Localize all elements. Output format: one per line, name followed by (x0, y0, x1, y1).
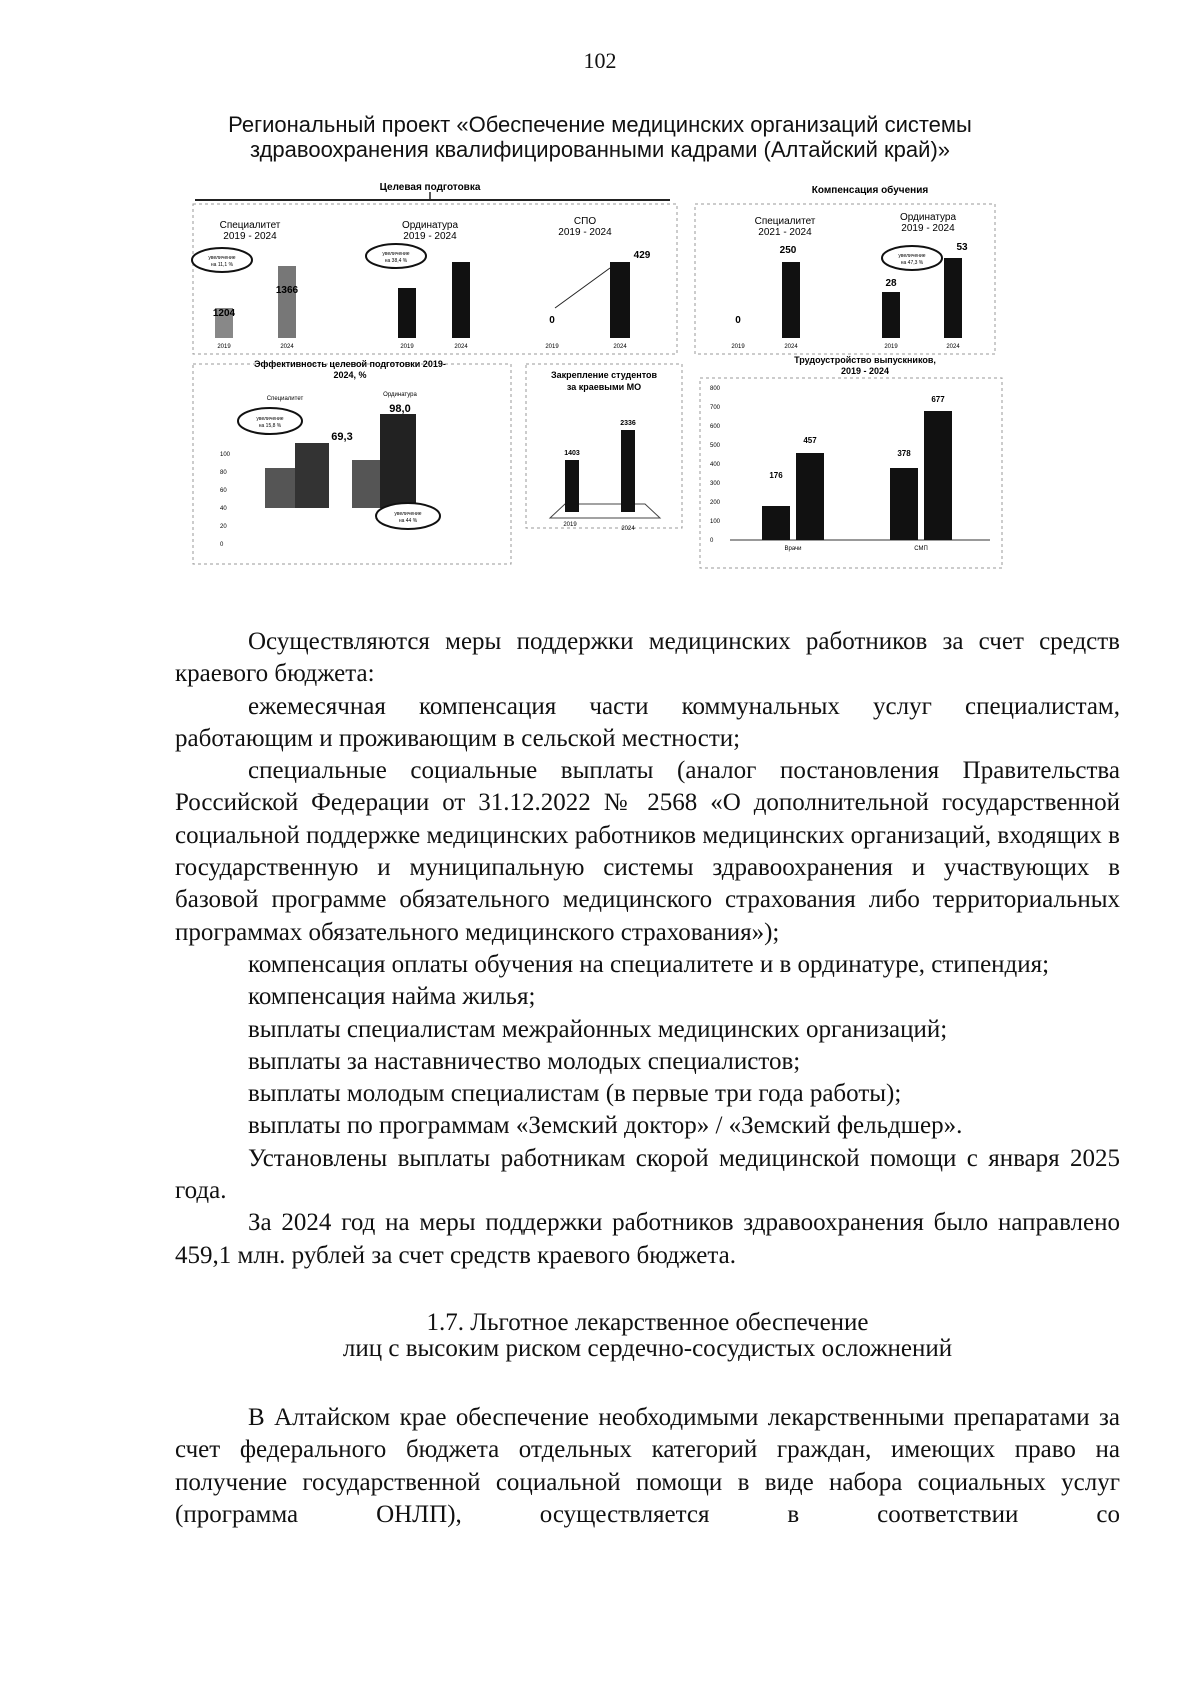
c8-ytick-400: 400 (710, 462, 721, 468)
c1-value-2024: 1366 (275, 285, 299, 296)
c8-ytick-800: 800 (710, 386, 721, 392)
c7-value-2019: 1403 (564, 450, 580, 457)
c6-ytick-60: 60 (220, 488, 227, 494)
c1-xtick-2024: 2024 (280, 344, 294, 350)
c1-title: Специалитет (219, 220, 281, 231)
section-heading (175, 1310, 1120, 1362)
c6-value-ord: 98,0 (389, 403, 411, 415)
paragraph: Осуществляются меры поддержки медицинских работников за счет средств краевого бюджета: (175, 628, 1120, 688)
c5-value-2019: 28 (885, 278, 897, 289)
c5-badge-line2: на 47,3 % (900, 260, 924, 266)
c6-badge-spec-line1: увеличение (256, 416, 284, 422)
paragraph: выплаты за наставничество молодых специалистов; (248, 1047, 801, 1075)
c1-period: 2019 - 2024 (223, 231, 277, 242)
c8-bar-vrachi-2019 (762, 506, 790, 540)
infographic (190, 178, 1090, 588)
c3-title: СПО (573, 216, 597, 227)
c3-xtick-2019: 2019 (545, 344, 559, 350)
c5-xtick-2024: 2024 (946, 344, 960, 350)
c8-bar-smp-2019 (890, 468, 918, 540)
c7-xtick-2019: 2019 (563, 522, 577, 528)
c8-ytick-200: 200 (710, 500, 721, 506)
paragraph: За 2024 год на меры поддержки работников здравоохранения было направлено 459,1 млн. рублей за счет средств краевого бюджета. (175, 1209, 1120, 1269)
c6-ytick-100: 100 (220, 452, 231, 458)
c8-value-vrachi-2024: 457 (803, 436, 817, 445)
c1-badge-line1: увеличение (208, 255, 236, 261)
c2-xtick-2024: 2024 (454, 344, 468, 350)
figure-heading-line-1: Региональный проект «Обеспечение медицинских организаций системы (228, 112, 972, 137)
paragraph: специальные социальные выплаты (аналог постановления Правительства Российской Федерации от 31.12.2022 № 2568 «О дополнительной государственной социальной поддержке медицинских работников медицинских организаций, входящих в государственную и муниципальную системы здравоохранения и участвующих в базовой программе обязательного медицинского страхования либо территориальных программах обязательного медицинского страхования»); (175, 757, 1120, 946)
c8-bar-smp-2024 (924, 411, 952, 540)
c3-period: 2019 - 2024 (558, 227, 612, 238)
c6-ytick-80: 80 (220, 470, 227, 476)
c5-xtick-2019: 2019 (884, 344, 898, 350)
c2-period: 2019 - 2024 (403, 231, 457, 242)
paragraph: Установлены выплаты работникам скорой медицинской помощи с января 2025 года. (175, 1144, 1120, 1205)
c7-bar-2024 (621, 430, 635, 512)
c8-value-smp-2024: 677 (931, 395, 945, 404)
paragraph: компенсация оплаты обучения на специалитете и в ординатуре, стипендия; (248, 950, 1050, 978)
c4-xtick-2024: 2024 (784, 344, 798, 350)
c8-ytick-700: 700 (710, 405, 721, 411)
c1-xtick-2019: 2019 (217, 344, 231, 350)
c4-value-2024: 250 (779, 245, 797, 256)
c1-bar-2024 (278, 266, 296, 338)
c8-value-vrachi-2019: 176 (769, 471, 783, 480)
group-title-comp: Компенсация обучения (811, 185, 929, 196)
c8-value-smp-2019: 378 (897, 449, 911, 458)
c2-badge-line1: увеличение (382, 251, 410, 257)
c6-ytick-40: 40 (220, 506, 227, 512)
c3-trend-arrow (555, 268, 610, 308)
c6-value-spec: 69,3 (331, 431, 353, 443)
c8-cat-vrachi: Врачи (784, 546, 802, 552)
body-text (175, 626, 1120, 1531)
c8-ytick-100: 100 (710, 519, 721, 525)
paragraph: В Алтайском крае обеспечение необходимыми лекарственными препаратами за счет федерального бюджета отдельных категорий граждан, имеющих право на получение государственной социальной помощи в виде набора социальных услуг (программа ОНЛП), осуществляется в соответствии со (175, 1403, 1120, 1528)
c2-title: Ординатура (401, 220, 459, 231)
c7-value-2024: 2336 (620, 420, 636, 427)
paragraph: выплаты по программам «Земский доктор» / «Земский фельдшер». (248, 1112, 963, 1140)
c3-value-2019: 0 (549, 315, 555, 326)
c8-ytick-600: 600 (710, 424, 721, 430)
c5-bar-2019 (882, 292, 900, 338)
c6-badge-ord-line2: на 44 % (398, 518, 418, 524)
paragraph: ежемесячная компенсация части коммунальных услуг специалистам, работающим и проживающим в сельской местности; (175, 692, 1120, 752)
c8-ytick-0: 0 (710, 538, 714, 544)
c6-bar-ord-2024 (380, 414, 416, 508)
paragraph: компенсация найма жилья; (248, 983, 536, 1011)
c2-badge-line2: на 38,4 % (384, 258, 408, 264)
c6-ytick-20: 20 (220, 524, 227, 530)
c5-bar-2024 (944, 258, 962, 338)
c5-value-2024: 53 (956, 242, 968, 253)
c4-value-2019: 0 (735, 315, 741, 326)
c4-bar-2024 (782, 262, 800, 338)
figure-heading-line-2: здравоохранения квалифицированными кадрами (Алтайский край)» (249, 137, 950, 162)
c6-badge-spec-line2: на 15,8 % (258, 423, 282, 429)
c6-bar-spec-2024 (295, 443, 329, 508)
section-heading-line-1: 1.7. Льготное лекарственное обеспечение (426, 1308, 869, 1336)
c7-xtick-2024: 2024 (621, 526, 635, 532)
c2-xtick-2019: 2019 (400, 344, 414, 350)
c2-bar-2019 (398, 288, 416, 338)
c8-cat-smp: СМП (914, 546, 928, 552)
figure-heading (150, 112, 1050, 162)
paragraph: выплаты специалистам межрайонных медицинских организаций; (248, 1015, 948, 1043)
group-title-target: Целевая подготовка (379, 182, 481, 193)
c7-title-line2: за краевыми МО (566, 382, 642, 392)
c7-bar-2019 (565, 460, 579, 512)
c3-xtick-2024: 2024 (613, 344, 627, 350)
c1-badge-line2: на 11,1 % (210, 262, 234, 268)
paragraph: выплаты молодым специалистам (в первые три года работы); (248, 1080, 902, 1108)
c7-title-line1: Закрепление студентов (550, 370, 658, 380)
c3-value-2024: 429 (633, 250, 651, 261)
c4-title: Специалитет (754, 216, 816, 227)
section-heading-line-2: лиц с высоким риском сердечно-сосудистых осложнений (342, 1334, 953, 1362)
c8-title-line2: 2019 - 2024 (840, 366, 890, 376)
c6-badge-ord-line1: увеличение (394, 511, 422, 517)
c8-ytick-300: 300 (710, 481, 721, 487)
c8-ytick-500: 500 (710, 443, 721, 449)
c6-sub-spec: Специалитет (266, 396, 304, 402)
c2-bar-2024 (452, 262, 470, 338)
c6-ytick-0: 0 (220, 542, 224, 548)
c3-bar-2024 (610, 262, 630, 338)
c6-title-line2: 2024, % (333, 370, 367, 380)
c5-period: 2019 - 2024 (901, 223, 955, 234)
c5-title: Ординатура (899, 212, 957, 223)
c6-bar-spec-2019 (265, 468, 297, 508)
c4-period: 2021 - 2024 (758, 227, 812, 238)
c6-bar-ord-2019 (352, 460, 384, 508)
c6-title-line1: Эффективность целевой подготовки 2019- (254, 359, 446, 369)
c8-title-line1: Трудоустройство выпускников, (794, 355, 936, 365)
c4-xtick-2019: 2019 (731, 344, 745, 350)
c1-value-2019: 1204 (212, 308, 236, 319)
c6-sub-ord: Ординатура (383, 392, 417, 398)
c8-bar-vrachi-2024 (796, 453, 824, 540)
page-number: 102 (583, 48, 617, 73)
c5-badge-line1: увеличение (898, 253, 926, 259)
